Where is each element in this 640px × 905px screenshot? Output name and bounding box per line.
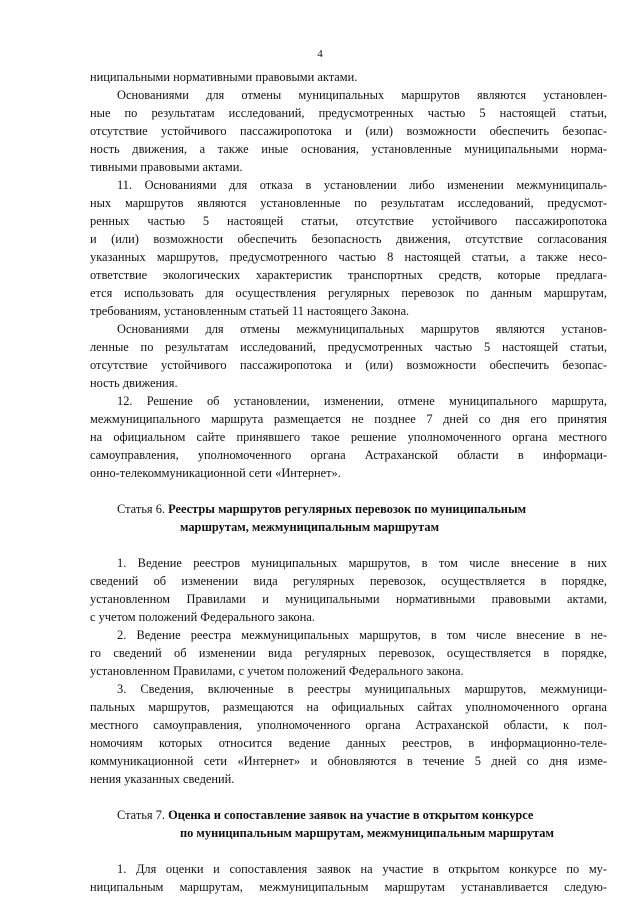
text-line: и (или) возможности обеспечить безопасность движения, отсутствие согласования [90, 232, 607, 246]
section-article-6 [90, 554, 607, 788]
text-line: ется использовать для осуществления регулярных перевозок по данным маршрутам, [90, 286, 607, 300]
document-body [90, 68, 607, 896]
article-6-heading [90, 500, 607, 536]
text-line: на официальном сайте принявшего такое решение уполномоченного органа местного [90, 430, 607, 444]
page-number: 4 [317, 48, 323, 60]
text-line: самоуправления, уполномоченного органа Астраханской области в информаци- [90, 448, 607, 462]
text-line: требованиям, установленным статьей 11 настоящего Закона. [90, 304, 410, 318]
text-line: 3. Сведения, включенные в реестры муниципальных маршрутов, межмуници- [117, 682, 607, 696]
paragraph [90, 320, 607, 392]
text-line: ленные по результатам исследований, предусмотренных частью 5 настоящей статьи, [90, 340, 607, 354]
paragraph [90, 86, 607, 176]
text-line: с учетом положений Федерального закона. [90, 610, 315, 624]
text-line: ных маршрутов являются установленные по результатам исследований, предусмот- [90, 196, 607, 210]
section-article-7 [90, 860, 607, 896]
text-line: 11. Основаниями для отказа в установлении либо изменении межмуниципаль- [117, 178, 607, 192]
text-line: 12. Решение об установлении, изменении, отмене муниципального маршрута, [117, 394, 607, 408]
paragraph [90, 860, 607, 896]
text-line: установленном Правилами, с учетом положений Федерального закона. [90, 664, 464, 678]
text-line: указанных маршрутов, предусмотренного частью 8 настоящей статьи, а также несо- [90, 250, 607, 264]
text-line: межмуниципального маршрута размещается не позднее 7 дней со дня его принятия [90, 412, 607, 426]
text-line: ренных частью 5 настоящей статьи, отсутствие устойчивого пассажиропотока [90, 214, 607, 228]
text-line: Основаниями для отмены межмуниципальных маршрутов являются установ- [117, 322, 607, 336]
text-line: го сведений об изменении вида регулярных перевозок, осуществляется в порядке, [90, 646, 607, 660]
text-line: номочиям которых относится ведение данных реестров, в информационно-теле- [90, 736, 607, 750]
text-line: 1. Для оценки и сопоставления заявок на участие в открытом конкурсе по му- [117, 862, 607, 876]
text-line: нения указанных сведений. [90, 772, 235, 786]
paragraph [90, 554, 607, 626]
text-line: ответствие экологических характеристик транспортных средств, которые предлага- [90, 268, 607, 282]
text-line: ность движения. [90, 376, 178, 390]
text-line: Основаниями для отмены муниципальных маршрутов являются установлен- [117, 88, 607, 102]
paragraph [90, 68, 607, 86]
section-intro [90, 68, 607, 482]
text-line: пальных маршрутов, размещаются на официальных сайтах уполномоченного органа [90, 700, 607, 714]
paragraph [90, 626, 607, 680]
text-line: 2. Ведение реестра межмуниципальных маршрутов, в том числе внесение в не- [117, 628, 607, 642]
paragraph [90, 680, 607, 788]
text-line: ниципальными нормативными правовыми актами. [90, 70, 358, 84]
article-7-label: Статья 7. [117, 808, 166, 822]
article-7-title-line1: Оценка и сопоставление заявок на участие в открытом конкурсе [168, 808, 534, 822]
text-line: установленном Правилами и муниципальными нормативными правовыми актами, [90, 592, 607, 606]
article-7-title-line2: по муниципальным маршрутам, межмуниципальным маршрутам [180, 826, 554, 840]
text-line: ные по результатам исследований, предусмотренных частью 5 настоящей статьи, [90, 106, 607, 120]
text-line: отсутствие устойчивого пассажиропотока и (или) возможности обеспечить безопас- [90, 124, 607, 138]
text-line: ниципальным маршрутам, межмуниципальным маршрутам устанавливается следую- [90, 880, 607, 894]
text-line: коммуникационной сети «Интернет» и обновляются в течение 5 дней со дня изме- [90, 754, 607, 768]
article-7-heading [90, 806, 607, 842]
text-line: онно-телекоммуникационной сети «Интернет». [90, 466, 341, 480]
text-line: ность движения, а также иные основания, установленные муниципальными норма- [90, 142, 607, 156]
article-6-title-line1: Реестры маршрутов регулярных перевозок по муниципальным [168, 502, 527, 516]
article-6-title-line2: маршрутам, межмуниципальным маршрутам [180, 520, 440, 534]
text-line: тивными правовыми актами. [90, 160, 243, 174]
text-line: местного самоуправления, уполномоченного органа Астраханской области, к пол- [90, 718, 607, 732]
paragraph [90, 176, 607, 320]
article-6-label: Статья 6. [117, 502, 166, 516]
text-line: сведений об изменении вида регулярных перевозок, осуществляется в порядке, [90, 574, 607, 588]
paragraph [90, 392, 607, 482]
text-line: 1. Ведение реестров муниципальных маршрутов, в том числе внесение в них [117, 556, 607, 570]
text-line: отсутствие устойчивого пассажиропотока и (или) возможности обеспечить безопас- [90, 358, 607, 372]
